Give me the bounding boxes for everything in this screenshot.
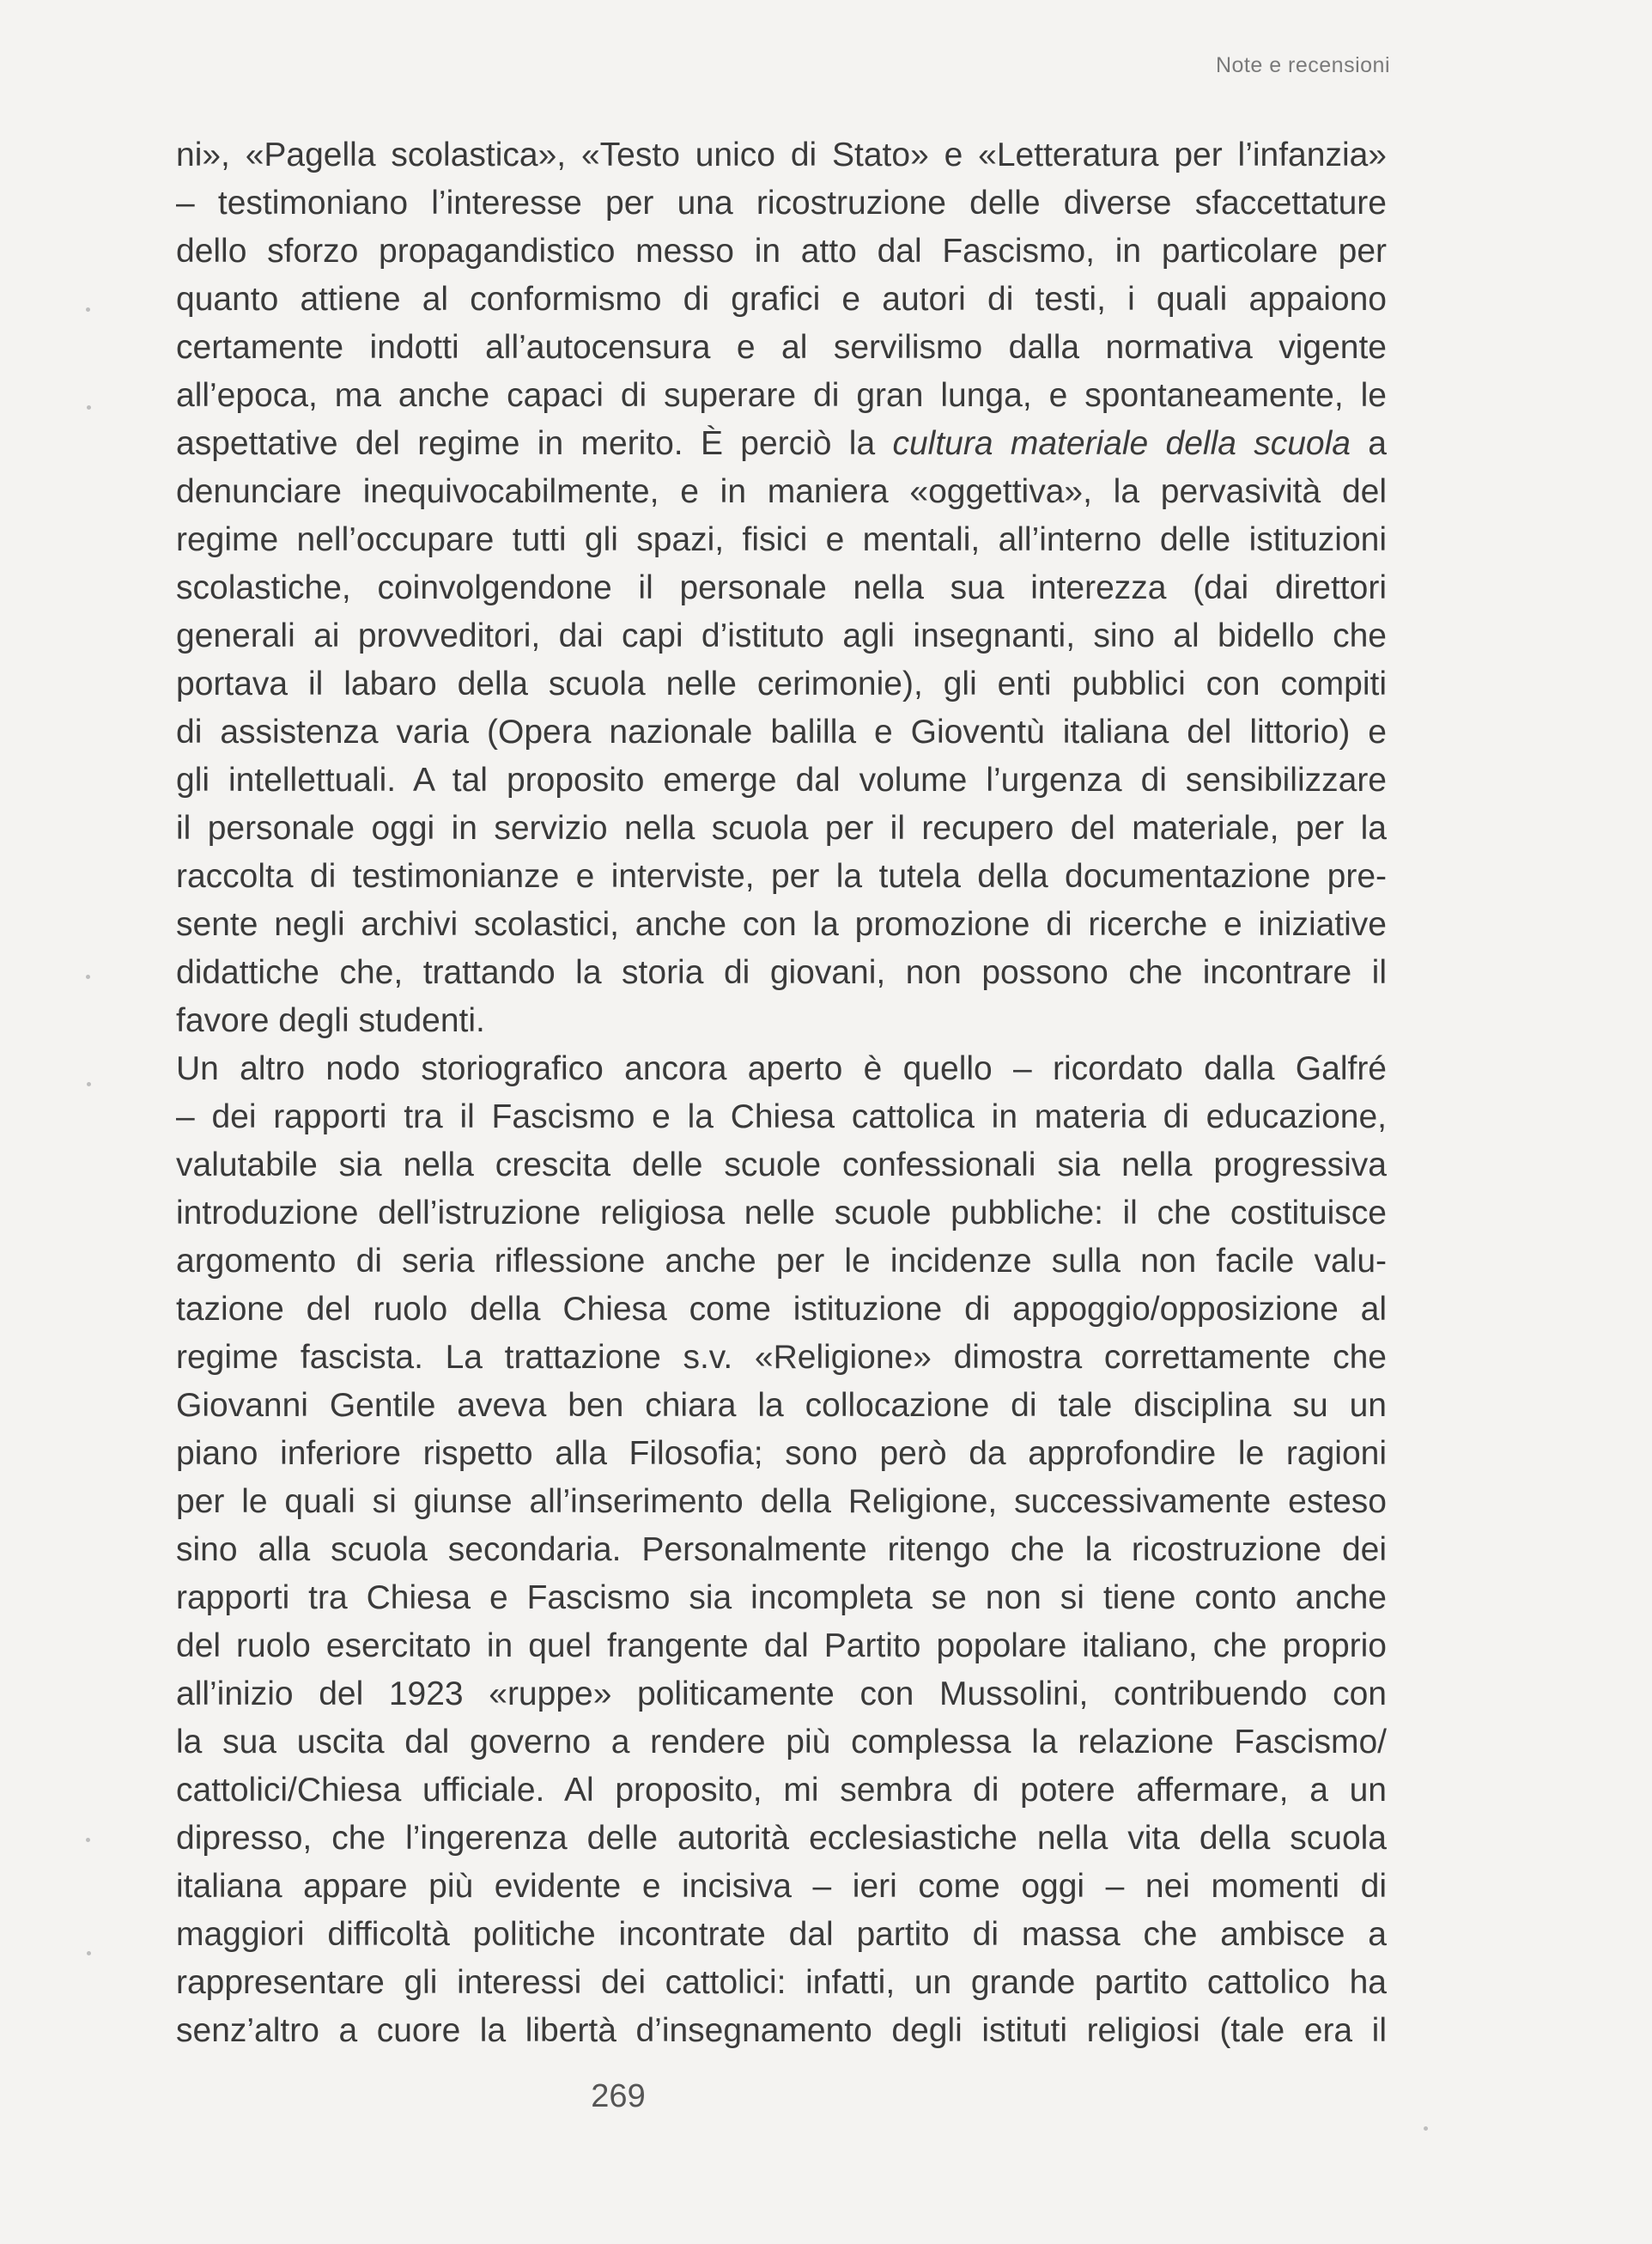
running-header: Note e recensioni [1215,53,1390,77]
text-line: all’inizio del 1923 «ruppe» politicamente con Mussolini, contribuendo con [176,1675,1387,1712]
text-line: all’epoca, ma anche capaci di superare di gran lunga, e spontaneamente, le [176,377,1387,414]
text-line: rappresentare gli interessi dei cattolici: infatti, un grande partito cattolico ha [176,1964,1387,2001]
text-line: ni», «Pagella scolastica», «Testo unico di Stato» e «Letteratura per l’infanzia» [176,137,1387,173]
text-line: sino alla scuola secondaria. Personalmente ritengo che la ricostruzione dei [176,1531,1387,1568]
text-segment: aspettative del regime in merito. È perciò la [176,425,893,462]
text-line: portava il labaro della scuola nelle cerimonie), gli enti pubblici con compiti [176,666,1387,702]
text-segment: a [1350,425,1387,462]
text-line: dipresso, che l’ingerenza delle autorità ecclesiastiche nella vita della scuola [176,1820,1387,1857]
text-line: denunciare inequivocabilmente, e in maniera «oggettiva», la pervasività del [176,473,1387,510]
text-line: gli intellettuali. A tal proposito emerge dal volume l’urgenza di sensibilizzare [176,762,1387,799]
text-line: regime nell’occupare tutti gli spazi, fisici e mentali, all’interno delle istituzioni [176,521,1387,558]
text-line: tazione del ruolo della Chiesa come istituzione di appoggio/opposizione al [176,1291,1387,1328]
text-line: quanto attiene al conformismo di grafici e autori di testi, i quali appaiono [176,281,1387,318]
text-line: maggiori difficoltà politiche incontrate dal partito di massa che ambisce a [176,1916,1387,1953]
scan-speck [87,1951,91,1955]
text-line: cattolici/Chiesa ufficiale. Al proposito, mi sembra di potere affermare, a un [176,1772,1387,1809]
scan-speck [86,1838,90,1842]
text-line: argomento di seria riflessione anche per le incidenze sulla non facile valu- [176,1243,1387,1280]
scan-speck [86,975,90,979]
text-line: la sua uscita dal governo a rendere più complessa la relazione Fascismo/ [176,1724,1387,1761]
text-line [176,420,1387,468]
body-text [176,131,1387,2055]
text-line: piano inferiore rispetto alla Filosofia; sono però da approfondire le ragioni [176,1435,1387,1472]
text-line: introduzione dell’istruzione religiosa nelle scuole pubbliche: il che costituisce [176,1195,1387,1231]
text-line: il personale oggi in servizio nella scuola per il recupero del materiale, per la [176,810,1387,847]
text-line: regime fascista. La trattazione s.v. «Religione» dimostra correttamente che [176,1339,1387,1376]
text-line: generali ai provveditori, dai capi d’istituto agli insegnanti, sino al bidello che [176,617,1387,654]
text-line: didattiche che, trattando la storia di giovani, non possono che incontrare il [176,954,1387,991]
scan-speck [87,1082,91,1086]
text-line: valutabile sia nella crescita delle scuole confessionali sia nella progressiva [176,1146,1387,1183]
text-line: Giovanni Gentile aveva ben chiara la collocazione di tale disciplina su un [176,1387,1387,1424]
text-line: Un altro nodo storiografico ancora aperto è quello – ricordato dalla Galfré [176,1050,1387,1087]
text-line: scolastiche, coinvolgendone il personale nella sua interezza (dai direttori [176,569,1387,606]
italic-phrase: cultura materiale della scuola [892,425,1351,462]
text-line: favore degli studenti. [176,1002,485,1039]
text-line: sente negli archivi scolastici, anche con la promozione di ricerche e iniziative [176,906,1387,943]
text-line: rapporti tra Chiesa e Fascismo sia incompleta se non si tiene conto anche [176,1579,1387,1616]
text-line: – testimoniano l’interesse per una ricostruzione delle diverse sfaccettature [176,185,1387,222]
text-line: certamente indotti all’autocensura e al servilismo dalla normativa vigente [176,329,1387,366]
text-line: per le quali si giunse all’inserimento della Religione, successivamente esteso [176,1483,1387,1520]
text-line: senz’altro a cuore la libertà d’insegnamento degli istituti religiosi (tale era il [176,2012,1387,2049]
page-number: 269 [591,2078,646,2114]
text-line: dello sforzo propagandistico messo in atto dal Fascismo, in particolare per [176,233,1387,270]
text-line: del ruolo esercitato in quel frangente dal Partito popolare italiano, che proprio [176,1627,1387,1664]
text-line: di assistenza varia (Opera nazionale balilla e Gioventù italiana del littorio) e [176,714,1387,751]
text-line: – dei rapporti tra il Fascismo e la Chiesa cattolica in materia di educazione, [176,1098,1387,1135]
scan-speck [87,405,91,410]
text-line: italiana appare più evidente e incisiva – ieri come oggi – nei momenti di [176,1868,1387,1905]
scan-speck [1424,2126,1428,2131]
text-line: raccolta di testimonianze e interviste, per la tutela della documentazione pre- [176,858,1387,895]
scan-speck [86,307,90,312]
